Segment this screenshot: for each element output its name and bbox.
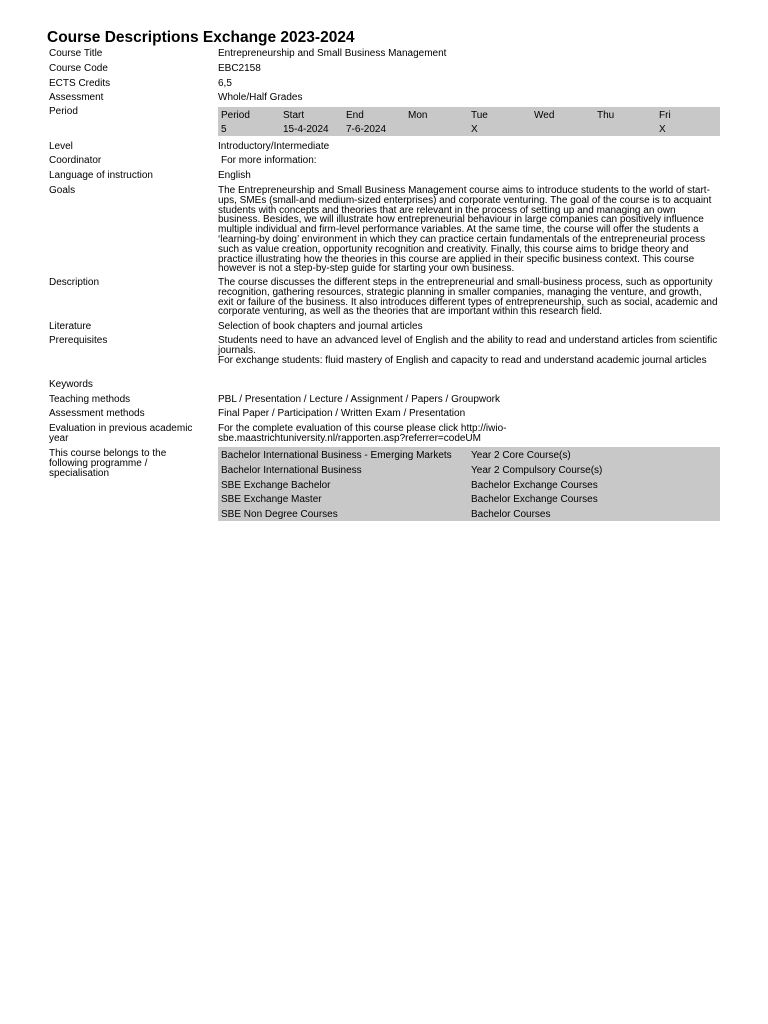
programme-name: SBE Exchange Bachelor: [221, 479, 331, 491]
coordinator-label: Coordinator: [49, 155, 102, 166]
assessment-label: Assessment: [49, 92, 104, 103]
evaluation-label: Evaluation in previous academic year: [49, 423, 193, 444]
assessment-value: Whole/Half Grades: [218, 92, 303, 103]
assessment-methods-label: Assessment methods: [49, 408, 145, 419]
period-cell-tue: X: [471, 124, 478, 135]
keywords-label: Keywords: [49, 379, 93, 390]
evaluation-value: For the complete evaluation of this course please click http://iwio-sbe.maastrichtuniversity.nl/rapporten.asp?referrer=codeUM: [218, 423, 507, 444]
level-label: Level: [49, 141, 73, 152]
prerequisites-value: [218, 336, 718, 365]
goals-value: The Entrepreneurship and Small Business Management course aims to introduce students to the world of start-ups, SMEs (small-and medium-sized enterprises) and corporate venturing. The goal of the course is to acquaint students with concepts and theories that are relevant in the process of setting up and managing an own business. Besides, we will illustrate how entrepreneurial behaviour in large companies can positively influence multiple individual and firm-level performance variables. At the same time, the course will offer the students a ‘learning-by doing’ environment in which they can practice certain fundamentals of the entrepreneurial process such as value creation, opportunity recognition and creativity. Finally, this course aims to bridge theory and practice illustrating how the theories in this course are applied in their specific business context. This course however is not a step-by-step guide for starting your own business.: [218, 185, 712, 275]
prerequisites-text-2: For exchange students: fluid mastery of English and capacity to read and understand academic journal articles: [218, 354, 707, 366]
course-title-value: Entrepreneurship and Small Business Management: [218, 48, 447, 59]
programme-name: Bachelor International Business: [221, 464, 362, 476]
period-label: Period: [49, 106, 78, 117]
description-label: Description: [49, 277, 100, 288]
level-value: Introductory/Intermediate: [218, 141, 330, 152]
prerequisites-label: Prerequisites: [49, 335, 108, 346]
period-cell-end: 7-6-2024: [346, 124, 387, 135]
ects-value: 6,5: [218, 78, 232, 89]
programme-label: This course belongs to the following programme / specialisation: [49, 448, 167, 479]
period-header-fri: Fri: [659, 110, 671, 121]
period-header-mon: Mon: [408, 110, 428, 121]
coordinator-value: For more information:: [221, 155, 317, 166]
period-header-period: Period: [221, 110, 250, 121]
teaching-methods-label: Teaching methods: [49, 394, 131, 405]
period-cell-fri: X: [659, 124, 666, 135]
programme-type: Bachelor Exchange Courses: [471, 494, 598, 506]
programme-type: Year 2 Compulsory Course(s): [471, 464, 603, 476]
programme-table: [218, 447, 720, 521]
course-title-label: Course Title: [49, 48, 103, 59]
table-row: [218, 506, 720, 521]
assessment-methods-value: Final Paper / Participation / Written Exam / Presentation: [218, 408, 466, 419]
period-cell-period: 5: [221, 124, 227, 135]
language-label: Language of instruction: [49, 170, 153, 181]
period-header-wed: Wed: [534, 110, 555, 121]
table-row: [218, 462, 720, 477]
table-row: [218, 447, 720, 462]
programme-type: Year 2 Core Course(s): [471, 450, 571, 461]
description-value: The course discusses the different steps in the entrepreneurial and small-business process, such as opportunity recognition, gathering resources, strategic planning in smaller companies, managing the venture, and growth, exit or failure of the business. It also introduces different types of entrepreneurship, such as social, academic and corporate venturing, as well as the theories that are important within this research field.: [218, 277, 718, 318]
page-title: Course Descriptions Exchange 2023-2024: [47, 29, 355, 46]
programme-name: SBE Non Degree Courses: [221, 509, 338, 521]
table-row: [218, 491, 720, 506]
table-row: [218, 477, 720, 492]
programme-type: Bachelor Courses: [471, 509, 551, 521]
period-header-start: Start: [283, 110, 305, 121]
programme-name: SBE Exchange Master: [221, 494, 322, 506]
literature-label: Literature: [49, 321, 92, 332]
period-table: [218, 107, 720, 136]
period-header-end: End: [346, 110, 364, 121]
course-code-label: Course Code: [49, 63, 108, 74]
prerequisites-text-1: Students need to have an advanced level of English and the ability to read and understand articles from scientific journals.: [218, 335, 718, 356]
programme-type: Bachelor Exchange Courses: [471, 479, 598, 491]
period-cell-start: 15-4-2024: [283, 124, 329, 135]
period-header-tue: Tue: [471, 110, 488, 121]
teaching-methods-value: PBL / Presentation / Lecture / Assignment / Papers / Groupwork: [218, 394, 500, 405]
period-header-thu: Thu: [597, 110, 615, 121]
course-code-value: EBC2158: [218, 63, 261, 74]
programme-name: Bachelor International Business - Emerging Markets: [221, 450, 452, 461]
goals-label: Goals: [49, 185, 76, 196]
language-value: English: [218, 170, 251, 181]
literature-value: Selection of book chapters and journal articles: [218, 321, 423, 332]
ects-label: ECTS Credits: [49, 78, 111, 89]
